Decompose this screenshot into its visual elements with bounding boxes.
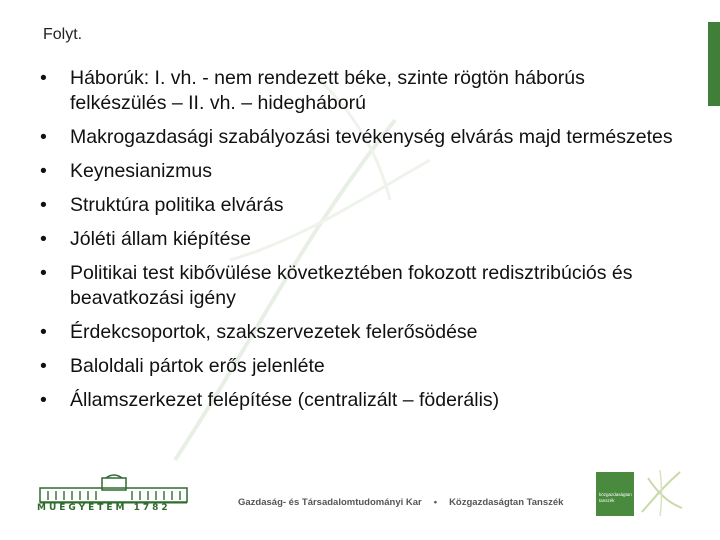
bullet-item: • Államszerkezet felépítése (centralizált – föderális) [40, 389, 500, 411]
bullet-item: • Háborúk: I. vh. - nem rendezett béke, szinte rögtön háborús felkészülés – II. vh. – hidegháború [40, 67, 585, 114]
bullet-list [40, 66, 680, 422]
footer-separator: • [433, 497, 438, 508]
bullet-item: • Makrogazdasági szabályozási tevékenység elvárás majd természetes [40, 126, 673, 148]
department-name: Közgazdaságtan Tanszék [449, 497, 564, 508]
bullet-icon: • [40, 355, 47, 377]
bullet-item: • Baloldali pártok erős jelenléte [40, 355, 325, 377]
bullet-item: • Politikai test kibővülése következtében fokozott redisztribúciós és beavatkozási igény [40, 262, 633, 309]
bullet-icon: • [40, 228, 47, 250]
bullet-item: • Keynesianizmus [40, 160, 212, 182]
faculty-name: Gazdaság- és Társadalomtudományi Kar [238, 497, 422, 508]
bullet-item: • Struktúra politika elvárás [40, 194, 284, 216]
footer-caption [238, 497, 563, 508]
university-label: MŰEGYETEM 1782 [37, 503, 171, 513]
bullet-icon: • [40, 262, 47, 284]
department-logo: közgazdaságtan tanszék [596, 472, 634, 516]
bullet-icon: • [40, 321, 47, 343]
bullet-icon: • [40, 67, 47, 89]
bullet-icon: • [40, 160, 47, 182]
bullet-item: • Jóléti állam kiépítése [40, 228, 252, 250]
department-swoosh-icon [636, 468, 686, 518]
bullet-icon: • [40, 389, 47, 411]
bullet-item: • Érdekcsoportok, szakszervezetek felerősödése [40, 321, 478, 343]
accent-bar [708, 22, 720, 106]
bullet-icon: • [40, 194, 47, 216]
slide-title: Folyt. [43, 26, 83, 43]
bullet-icon: • [40, 126, 47, 148]
